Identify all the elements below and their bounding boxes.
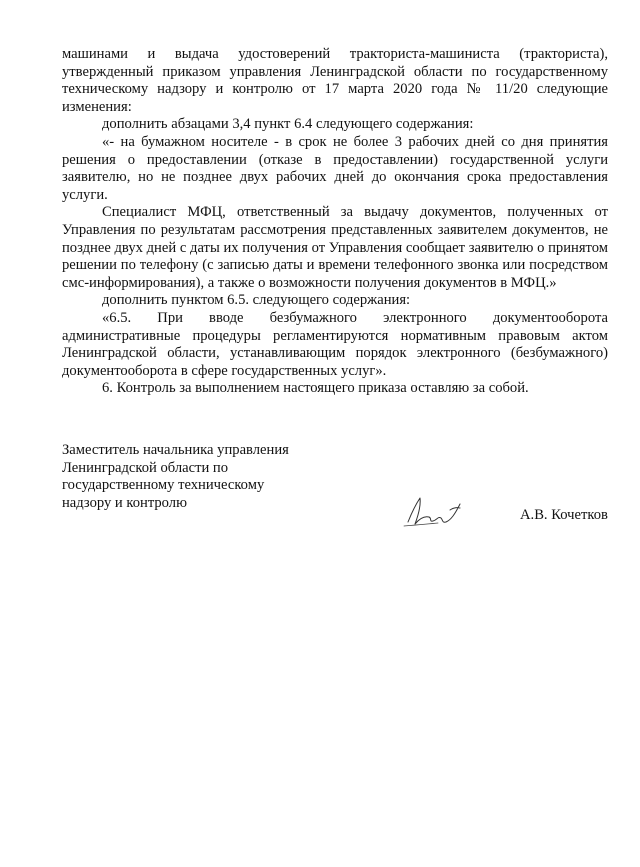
signatory-position-line: государственному техническому (62, 477, 265, 494)
paragraph-amendments-intro: машинами и выдача удостоверений тракториста-машиниста (тракториста), утвержденный приказом управления Ленинградской области по государственному техническому надзору и контролю от 17 марта 2020 года № 11/20 следующие изменения: (62, 46, 608, 115)
handwritten-signature-icon (398, 492, 468, 530)
signatory-position-line: Заместитель начальника управления (62, 442, 289, 458)
paragraph-add-clauses-6-4: дополнить абзацами 3,4 пункт 6.4 следующего содержания: (102, 116, 474, 133)
signer-name: А.В. Кочетков (520, 507, 608, 523)
signatory-position-line: надзору и контролю (62, 494, 187, 511)
paragraph-paper-deadline: «- на бумажном носителе - в срок не более 3 рабочих дней со дня принятия решения о предоставлении (отказе в предоставлении) государственной услуги заявителю, но не позднее двух рабочих дней до окончания срока предоставления услуги. (62, 133, 608, 203)
paragraph-clause-6-5: «6.5. При вводе безбумажного электронного документооборота административные процедуры регламентируются нормативным правовым актом Ленинградской области, устанавливающим порядок электронного (безбумажного) документооборота в сфере государственных услуг». (62, 309, 608, 379)
paragraph-mfc-specialist: Специалист МФЦ, ответственный за выдачу документов, полученных от Управления по результатам рассмотрения представленных заявителем документов, не позднее двух дней с даты их получения от Управления сообщает заявителю о принятом решении по телефону (с записью даты и времени телефонного звонка или посредством смс-информирования), а также о возможности получения документов в МФЦ.» (62, 204, 608, 291)
paragraph-control: 6. Контроль за выполнением настоящего приказа оставляю за собой. (102, 380, 529, 397)
document-body (62, 46, 608, 398)
signatory-position (62, 442, 342, 512)
paragraph-add-clause-6-5: дополнить пунктом 6.5. следующего содержания: (102, 292, 411, 309)
signatory-position-line: Ленинградской области по (62, 459, 229, 476)
